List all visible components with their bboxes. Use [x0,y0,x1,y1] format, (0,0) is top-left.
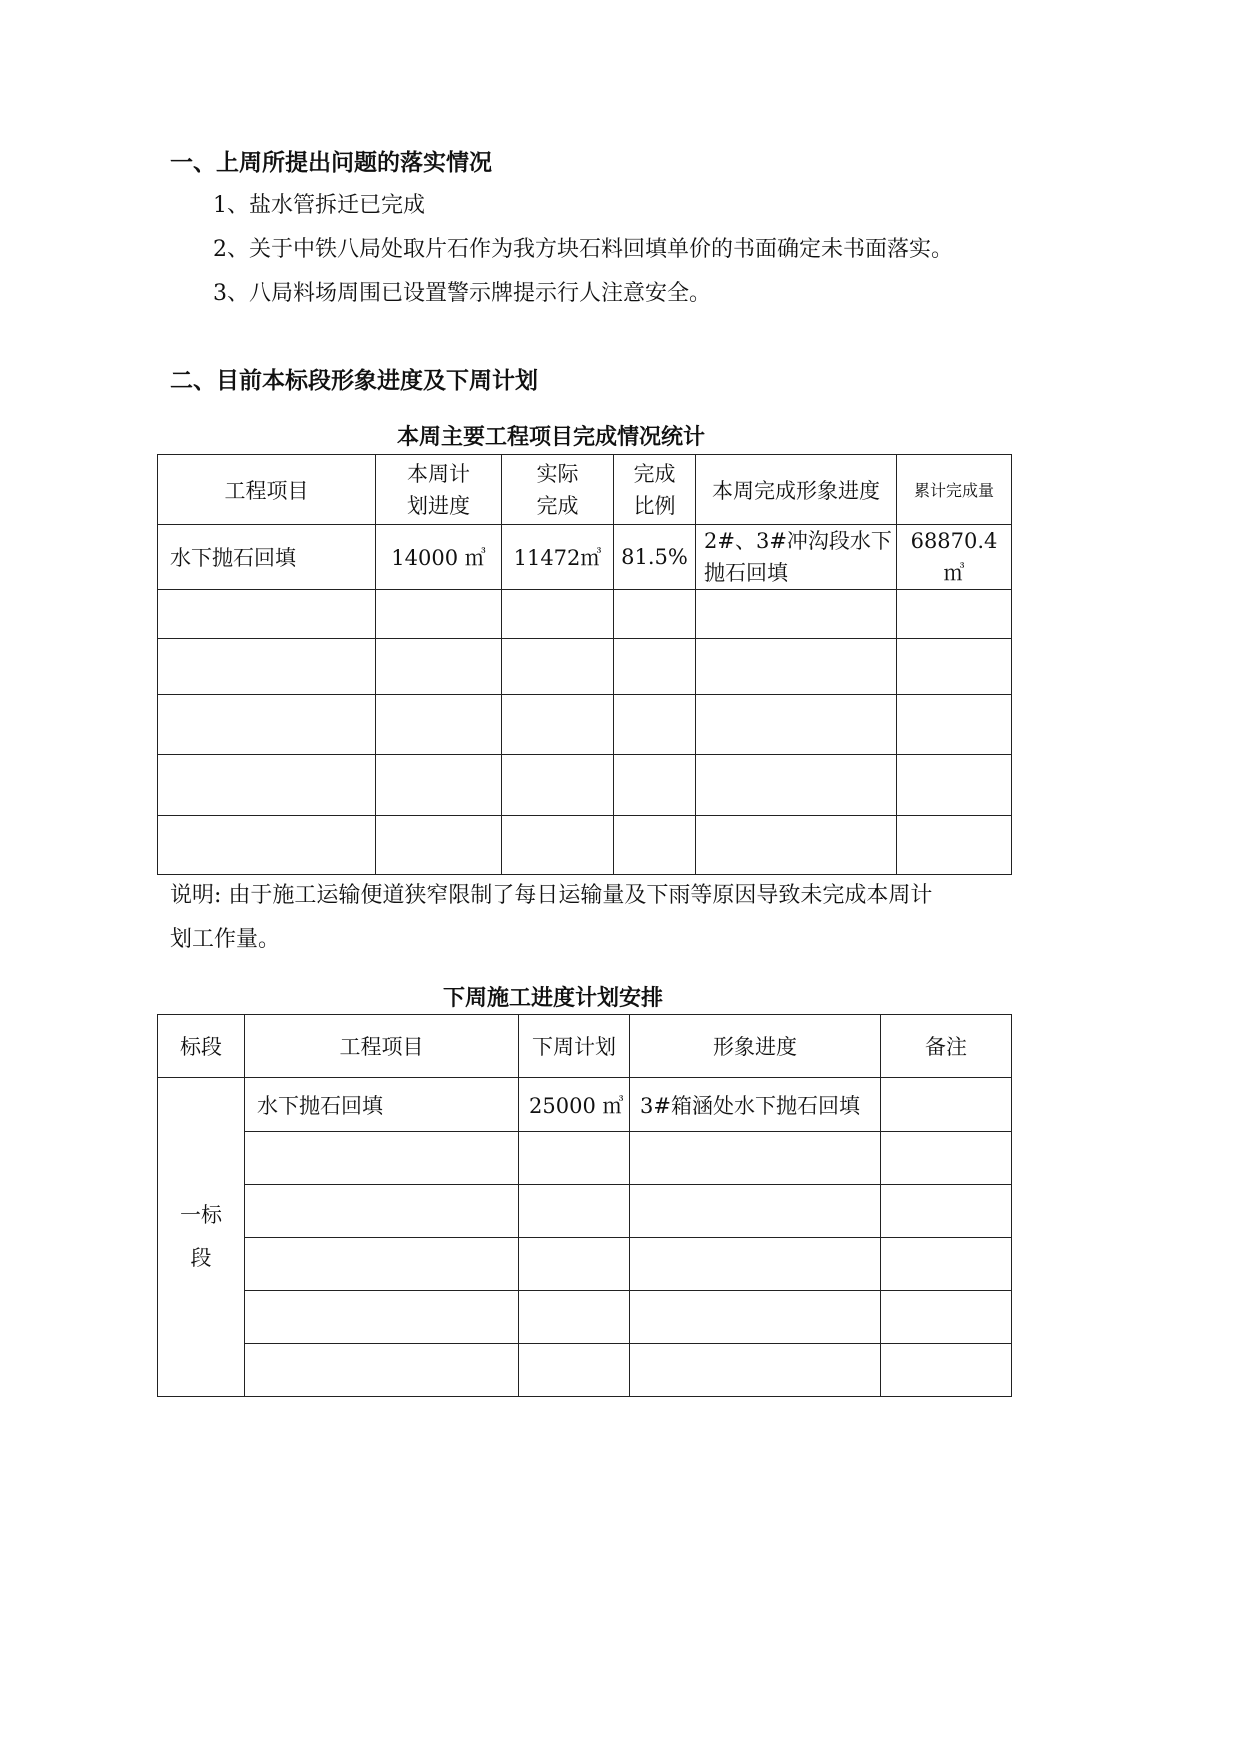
cell-ratio: 81.5% [614,525,696,590]
empty-cell [614,755,696,816]
empty-cell [696,755,897,816]
empty-cell [696,590,897,639]
header-actual-line1: 实际 [536,461,579,486]
table-row [158,1185,1012,1238]
empty-cell [519,1185,630,1238]
empty-cell [502,755,614,816]
header-ratio-line1: 完成 [633,461,676,486]
empty-cell [696,639,897,695]
header-progress: 本周完成形象进度 [696,455,897,525]
empty-cell [376,816,502,875]
empty-cell [245,1185,519,1238]
cell-project: 水下抛石回填 [158,525,376,590]
empty-cell [614,590,696,639]
empty-cell [881,1291,1012,1344]
empty-cell [158,755,376,816]
table-row [158,590,1012,639]
section-heading-2: 二、目前本标段形象进度及下周计划 [170,368,538,394]
header-progress: 形象进度 [630,1015,881,1078]
empty-cell [881,1344,1012,1397]
note-line1: 说明: 由于施工运输便道狭窄限制了每日运输量及下雨等原因导致未完成本周计 [170,883,933,908]
header-plan: 下周计划 [519,1015,630,1078]
note-line2: 划工作量。 [170,927,281,952]
cell-cumulative [897,525,1012,590]
table-row [158,1291,1012,1344]
table-row [158,1078,1012,1132]
empty-cell [614,816,696,875]
header-actual-line2: 完成 [536,493,579,518]
header-plan-line2: 划进度 [407,493,470,518]
empty-cell [630,1344,881,1397]
section-label-line1: 一标 [180,1203,222,1227]
empty-cell [245,1291,519,1344]
empty-cell [158,639,376,695]
empty-cell [376,695,502,755]
empty-cell [519,1344,630,1397]
empty-cell [502,590,614,639]
table2-caption: 下周施工进度计划安排 [443,986,664,1011]
table-header-row [158,455,1012,525]
cell-project: 水下抛石回填 [245,1078,519,1132]
header-remark: 备注 [881,1015,1012,1078]
cell-plan: 14000 ㎥ [376,525,502,590]
section-label-line2: 段 [190,1246,212,1270]
empty-cell [696,816,897,875]
empty-cell [519,1132,630,1185]
header-project: 工程项目 [245,1015,519,1078]
header-ratio-line2: 比例 [633,493,676,518]
empty-cell [158,695,376,755]
table1-caption: 本周主要工程项目完成情况统计 [397,425,706,450]
cell-progress: 3#箱涵处水下抛石回填 [630,1078,881,1132]
table-row [158,1344,1012,1397]
cell-plan: 25000 ㎥ [519,1078,630,1132]
table-row [158,816,1012,875]
empty-cell [376,590,502,639]
empty-cell [614,639,696,695]
header-cumulative: 累计完成量 [897,455,1012,525]
header-actual [502,455,614,525]
cell-progress-line1: 2#、3#冲沟段水下 [704,529,892,553]
empty-cell [897,639,1012,695]
table-row [158,755,1012,816]
table-header-row [158,1015,1012,1078]
table-row [158,525,1012,590]
empty-cell [158,816,376,875]
empty-cell [245,1132,519,1185]
empty-cell [696,695,897,755]
empty-cell [881,1132,1012,1185]
table-row [158,639,1012,695]
cell-remark [881,1078,1012,1132]
cell-progress [696,525,897,590]
empty-cell [881,1185,1012,1238]
empty-cell [376,755,502,816]
empty-cell [630,1291,881,1344]
empty-cell [519,1291,630,1344]
table-row [158,1132,1012,1185]
list-item: 2、关于中铁八局处取片石作为我方块石料回填单价的书面确定未书面落实。 [213,237,953,262]
cell-progress-line2: 抛石回填 [704,561,788,585]
empty-cell [502,639,614,695]
empty-cell [245,1238,519,1291]
list-item: 3、八局料场周围已设置警示牌提示行人注意安全。 [213,281,711,306]
empty-cell [881,1238,1012,1291]
empty-cell [630,1132,881,1185]
list-item: 1、盐水管拆迁已完成 [213,193,425,218]
table-row [158,695,1012,755]
next-week-plan-table [157,1014,1012,1397]
section-heading-1: 一、上周所提出问题的落实情况 [170,150,492,176]
empty-cell [158,590,376,639]
header-ratio [614,455,696,525]
header-project: 工程项目 [158,455,376,525]
header-plan [376,455,502,525]
empty-cell [897,816,1012,875]
empty-cell [502,816,614,875]
header-section: 标段 [158,1015,245,1078]
section-label-cell [158,1078,245,1397]
cell-cumulative-line1: 68870.4 [910,529,998,553]
empty-cell [897,755,1012,816]
empty-cell [245,1344,519,1397]
empty-cell [502,695,614,755]
empty-cell [897,695,1012,755]
empty-cell [897,590,1012,639]
empty-cell [376,639,502,695]
cell-actual: 11472㎥ [502,525,614,590]
weekly-completion-table [157,454,1012,875]
empty-cell [614,695,696,755]
cell-cumulative-line2: ㎥ [943,561,965,585]
empty-cell [630,1238,881,1291]
header-plan-line1: 本周计 [407,461,470,486]
empty-cell [630,1185,881,1238]
table-row [158,1238,1012,1291]
empty-cell [519,1238,630,1291]
